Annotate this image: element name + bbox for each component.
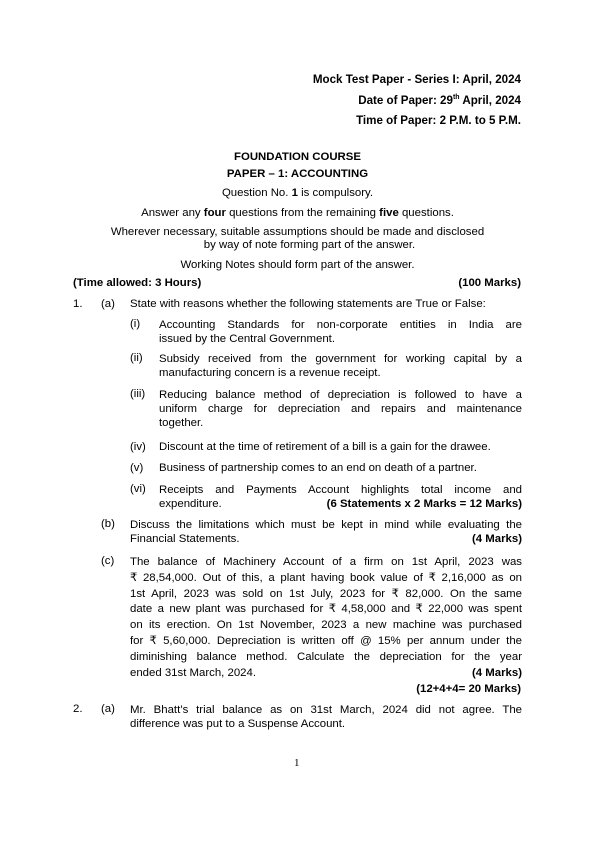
q1c-text: The balance of Machinery Account of a firm on 1st April, 2023 was ₹ 28,54,000. Out of this, a plant having book value of ₹ 2,16,000 as on 1st April, 2023 was sold on 1st July, 2023 for ₹ 82,000. On the same date a new plant was purchased for ₹ 4,58,000 and ₹ 22,000 was spent on its erection. On 1st November, 2023 a new machine was purchased for ₹ 5,60,000. Depreciation is written off @ 15% per annum under the diminishing balance method. Calculate the depreciation for the year ended 31st March, 2024. (4 Marks) <box>130 555 522 681</box>
q1c-label: (c) <box>101 555 115 567</box>
date-rest: April, 2024 <box>459 94 521 107</box>
q1b-text: Discuss the limitations which must be kept in mind while evaluating the Financial Statements. (4 Marks) <box>130 519 522 545</box>
q1a-item-text: Receipts and Payments Account highlights total income and expenditure. (6 Statements x 2 Marks = 12 Marks) <box>159 484 522 510</box>
q1a-item-text: Accounting Standards for non-corporate entities in India are issued by the Central Government. <box>159 319 522 345</box>
q1-total-marks: (12+4+4= 20 Marks) <box>416 683 521 695</box>
date-day: 29 <box>440 94 453 107</box>
date-suffix: th <box>452 94 460 102</box>
q1a-item-label: (vi) <box>130 483 146 495</box>
date-label: Date of Paper: <box>358 94 437 107</box>
date-of-paper <box>358 94 521 107</box>
q1a-item-label: (iii) <box>130 388 146 400</box>
paper-title: PAPER – 1: ACCOUNTING <box>226 168 369 180</box>
q1c-marks: (4 Marks) <box>471 666 522 679</box>
q2-number: 2. <box>73 703 83 715</box>
compulsory-note: Question No. 1 is compulsory. <box>221 187 374 199</box>
answer-note: Answer any four questions from the remaining five questions. <box>141 207 454 219</box>
q2a-text: Mr. Bhatt’s trial balance as on 31st March, 2024 did not agree. The difference was put to a Suspense Account. <box>130 704 522 730</box>
working-notes-note: Working Notes should form part of the answer. <box>180 259 415 271</box>
q1a-item-text: Reducing balance method of depreciation is followed to have a uniform charge for depreciation and repairs and maintenance together. <box>159 389 522 429</box>
assumption-note-1: Wherever necessary, suitable assumptions should be made and disclosed <box>110 226 485 238</box>
time-allowed: (Time allowed: 3 Hours) <box>73 277 202 289</box>
q1a-item-text: Business of partnership comes to an end on death of a partner. <box>159 462 477 474</box>
q2a-label: (a) <box>101 703 115 715</box>
assumption-note-2: by way of note forming part of the answer. <box>203 239 416 251</box>
page-number: 1 <box>294 757 300 769</box>
q1b-marks: (4 Marks) <box>471 533 522 545</box>
q1a-label: (a) <box>101 298 115 310</box>
time-of-paper: Time of Paper: 2 P.M. to 5 P.M. <box>356 114 521 127</box>
course-title: FOUNDATION COURSE <box>234 151 361 163</box>
q1a-item-text: Subsidy received from the government for working capital by a manufacturing concern is a revenue receipt. <box>159 353 522 379</box>
q1a-item-text: Discount at the time of retirement of a bill is a gain for the drawee. <box>159 441 491 453</box>
q1a-item-label: (v) <box>130 462 144 474</box>
q1a-text: State with reasons whether the following statements are True or False: <box>130 298 486 310</box>
total-marks: (100 Marks) <box>458 277 521 289</box>
q1a-item-label: (iv) <box>130 441 146 453</box>
q1-number: 1. <box>73 298 83 310</box>
q1a-item-label: (i) <box>130 318 141 330</box>
q1a-item-label: (ii) <box>130 352 143 364</box>
q1b-label: (b) <box>101 518 115 530</box>
series-title: Mock Test Paper - Series I: April, 2024 <box>312 73 521 86</box>
q1a-marks: (6 Statements x 2 Marks = 12 Marks) <box>326 498 522 510</box>
